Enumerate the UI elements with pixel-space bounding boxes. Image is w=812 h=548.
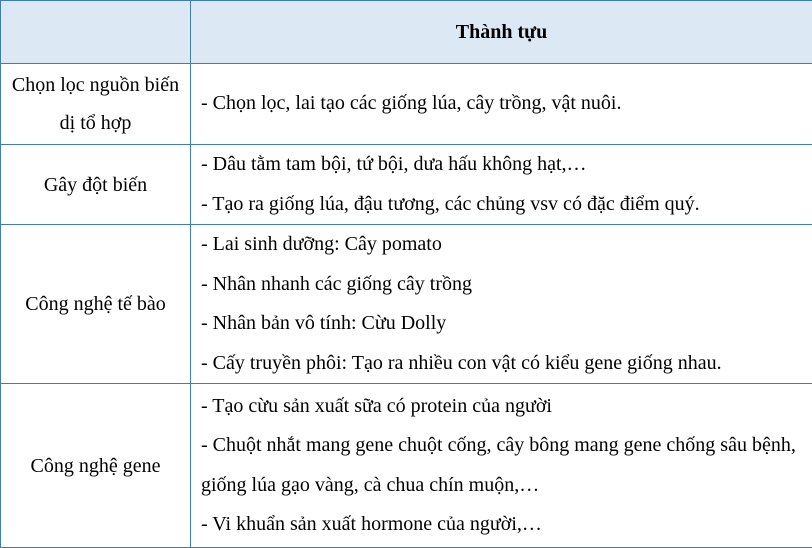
table-row xyxy=(1,145,812,225)
content-line: - Chọn lọc, lai tạo các giống lúa, cây trồng, vật nuôi. xyxy=(201,84,802,124)
content-line: - Nhân bản vô tính: Cừu Dolly xyxy=(201,304,802,344)
table-row xyxy=(1,225,812,384)
header-cell-achievements: Thành tựu xyxy=(191,1,812,64)
table-row xyxy=(1,384,812,548)
content-line: - Dâu tằm tam bội, tứ bội, dưa hấu không hạt,… xyxy=(201,145,802,185)
content-line: - Nhân nhanh các giống cây trồng xyxy=(201,265,802,305)
content-line: - Cấy truyền phôi: Tạo ra nhiều con vật có kiểu gene giống nhau. xyxy=(201,344,802,384)
header-cell-blank xyxy=(1,1,191,64)
table-header-row xyxy=(1,1,812,64)
row-content-recombination-selection xyxy=(191,64,812,145)
row-label-gene-technology: Công nghệ gene xyxy=(1,384,191,548)
content-line: - Lai sinh dưỡng: Cây pomato xyxy=(201,225,802,265)
row-content-cell-technology xyxy=(191,225,812,384)
row-content-mutation xyxy=(191,145,812,225)
content-line: - Vi khuẩn sản xuất hormone của người,… xyxy=(201,505,802,545)
content-line: - Chuột nhắt mang gene chuột cống, cây bông mang gene chống sâu bệnh, giống lúa gạo vàng, cà chua chín muộn,… xyxy=(201,426,802,505)
content-line: - Tạo ra giống lúa, đậu tương, các chủng vsv có đặc điểm quý. xyxy=(201,185,802,225)
row-label-recombination-selection: Chọn lọc nguồn biến dị tổ hợp xyxy=(1,64,191,145)
row-label-cell-technology: Công nghệ tế bào xyxy=(1,225,191,384)
row-content-gene-technology xyxy=(191,384,812,548)
table-row xyxy=(1,64,812,145)
content-line: - Tạo cừu sản xuất sữa có protein của người xyxy=(201,387,802,427)
row-label-mutation: Gây đột biến xyxy=(1,145,191,225)
